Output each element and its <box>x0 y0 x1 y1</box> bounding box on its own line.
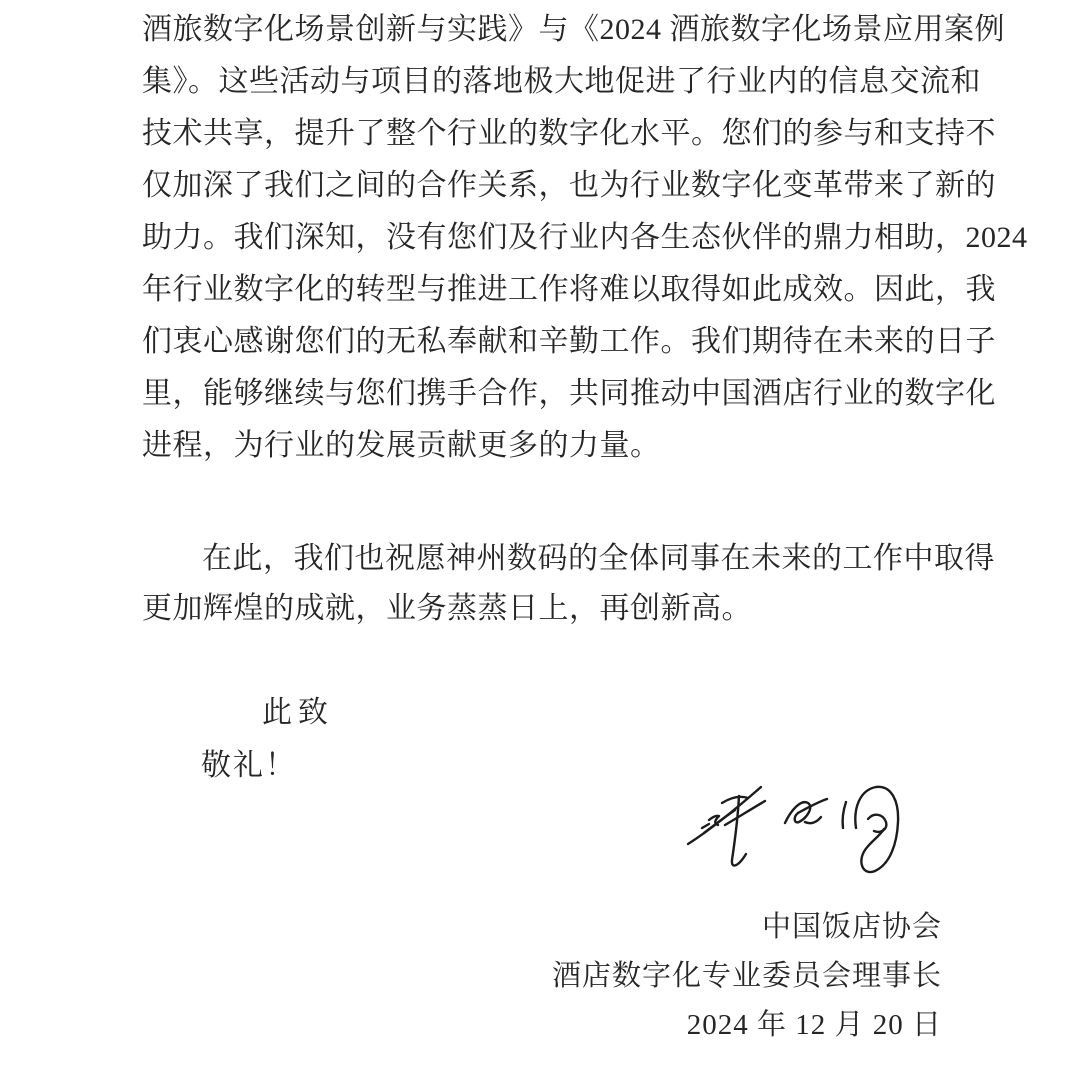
closing-salute-cizhi: 此致 <box>262 696 334 729</box>
body-line: 集》。这些活动与项目的落地极大地促进了行业内的信息交流和 <box>142 65 981 98</box>
body-line: 更加辉煌的成就，业务蒸蒸日上，再创新高。 <box>142 592 752 625</box>
signature-stroke <box>855 787 898 872</box>
signature-stroke <box>732 796 746 866</box>
signature-stroke <box>702 824 709 828</box>
letter-body-paragraph-1 <box>142 4 1028 472</box>
body-line: 仅加深了我们之间的合作关系，也为行业数字化变革带来了新的 <box>142 169 996 202</box>
body-line: 助力。我们深知，没有您们及行业内各生态伙伴的鼎力相助，2024 <box>142 221 1028 254</box>
body-line: 们衷心感谢您们的无私奉献和辛勤工作。我们期待在未来的日子 <box>142 325 996 358</box>
body-line: 年行业数字化的转型与推进工作将难以取得如此成效。因此，我 <box>142 273 996 306</box>
signature-stroke <box>868 815 886 832</box>
body-line: 酒旅数字化场景创新与实践》与《2024 酒旅数字化场景应用案例 <box>142 13 1005 46</box>
signoff-organization: 中国饭店协会 <box>761 911 942 943</box>
signoff-title: 酒店数字化专业委员会理事长 <box>551 960 942 992</box>
body-line: 里，能够继续与您们携手合作，共同推动中国酒店行业的数字化 <box>142 377 996 410</box>
body-line: 技术共享，提升了整个行业的数字化水平。您们的参与和支持不 <box>142 117 996 150</box>
letter-body-paragraph-2 <box>142 534 995 634</box>
closing-salute-jingli: 敬礼！ <box>201 749 297 782</box>
signature-stroke <box>843 802 846 828</box>
signoff-date: 2024 年 12 月 20 日 <box>686 1009 942 1041</box>
handwritten-signature <box>655 770 945 895</box>
signature-stroke <box>709 816 719 825</box>
body-line: 进程，为行业的发展贡献更多的力量。 <box>142 429 661 462</box>
signoff-block <box>552 903 942 1050</box>
signature-stroke <box>798 799 827 813</box>
body-line: 在此，我们也祝愿神州数码的全体同事在未来的工作中取得 <box>202 542 995 575</box>
signature-stroke <box>688 787 761 844</box>
signature-stroke <box>805 817 821 823</box>
